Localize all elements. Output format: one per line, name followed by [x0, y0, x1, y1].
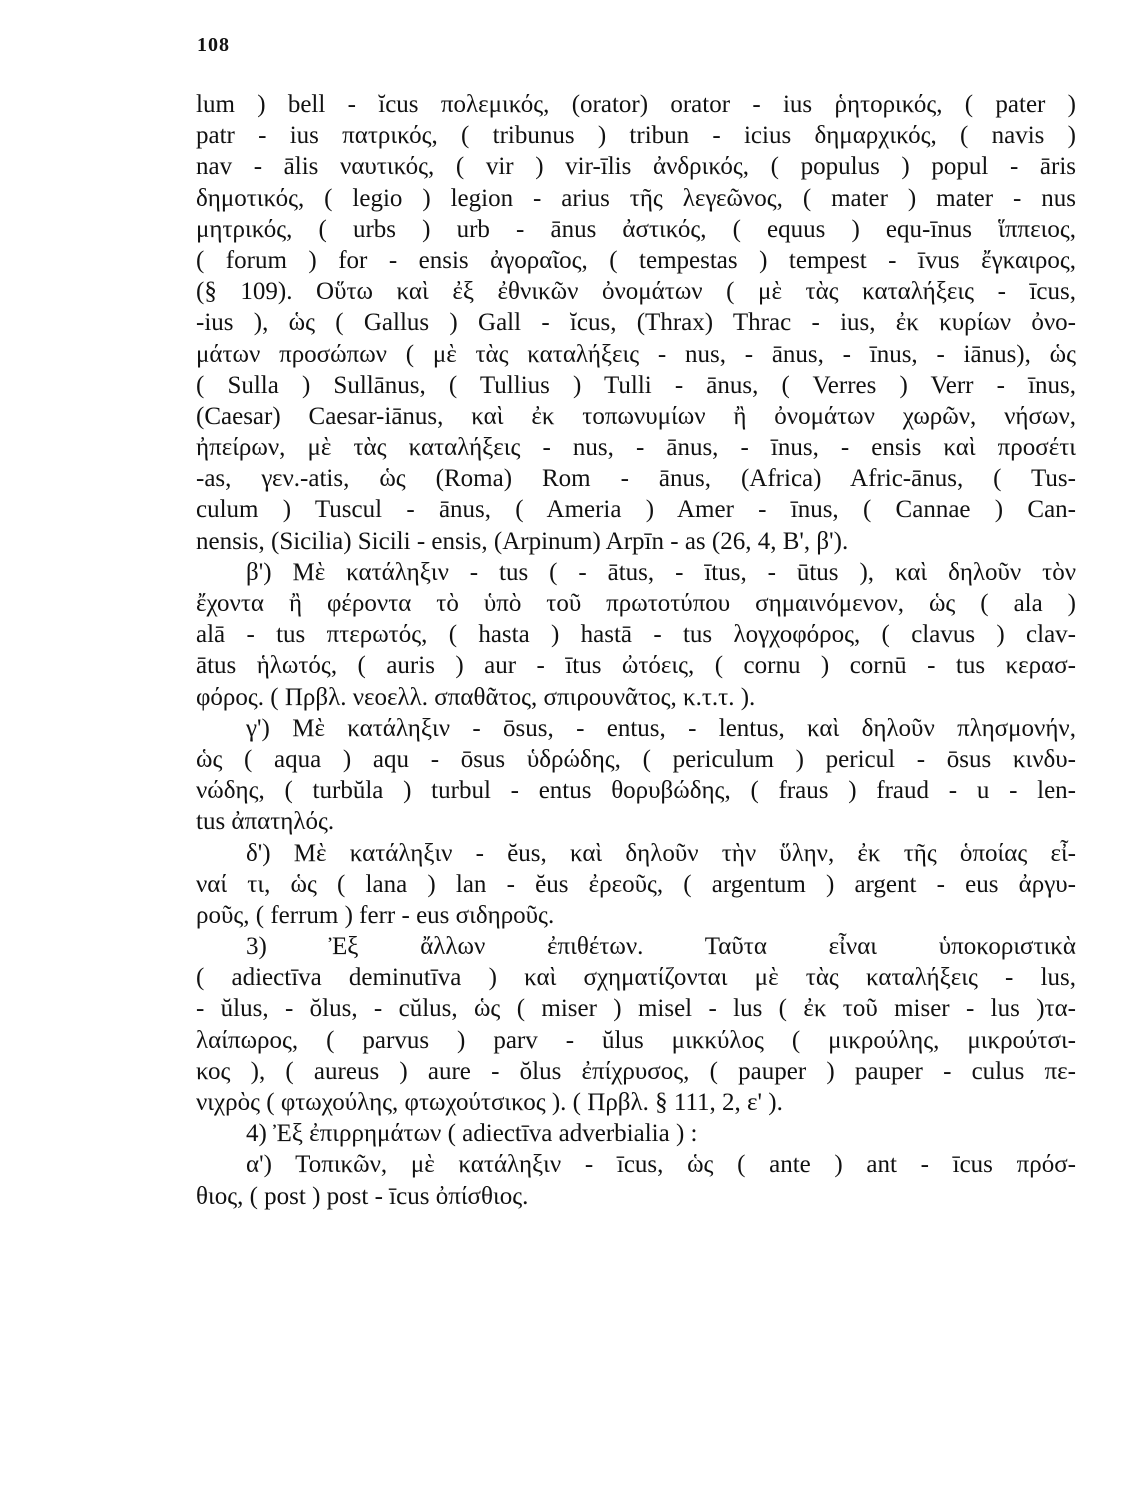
text-line: νώδης, ( turbŭla ) turbul - entus θορυβώδης, ( fraus ) fraud - u - len-	[196, 777, 1076, 805]
text-line: θιος, ( post ) post - īcus ὀπίσθιος.	[196, 1182, 529, 1210]
page-number: 108	[197, 34, 230, 56]
text-line: κος ), ( aureus ) aure - ŏlus ἐπίχρυσος, ( pauper ) pauper - culus πε-	[196, 1057, 1076, 1085]
text-line: 3) Ἐξ ἄλλων ἐπιθέτων. Ταῦτα εἶναι ὑποκοριστικὰ	[246, 933, 1076, 961]
text-line: alā - tus πτερωτός, ( hasta ) hastā - tus λογχοφόρος, ( clavus ) clav-	[196, 621, 1076, 649]
text-line: λαίπωρος, ( parvus ) parv - ŭlus μικκύλος ( μικρούλης, μικρούτσι-	[196, 1026, 1076, 1054]
text-line: (§ 109). Οὕτω καὶ ἐξ ἐθνικῶν ὀνομάτων ( μὲ τὰς καταλήξεις - īcus,	[196, 278, 1076, 306]
text-line: nav - ālis ναυτικός, ( vir ) vir-īlis ἀνδρικός, ( populus ) popul - āris	[196, 153, 1076, 181]
text-line: ἔχοντα ἢ φέροντα τὸ ὑπὸ τοῦ πρωτοτύπου σημαινόμενον, ὡς ( ala )	[196, 590, 1076, 617]
text-line: tus ἀπατηλός.	[196, 808, 335, 836]
text-line: - ŭlus, - ŏlus, - cŭlus, ὡς ( miser ) misel - lus ( ἐκ τοῦ miser - lus )τα-	[196, 995, 1076, 1023]
text-line: -ius ), ὡς ( Gallus ) Gall - ĭcus, (Thrax) Thrac - ius, ἐκ κυρίων ὀνο-	[196, 309, 1076, 337]
text-line: ροῦς, ( ferrum ) ferr - eus σιδηροῦς.	[196, 901, 555, 929]
text-line: ( adiectīva deminutīva ) καὶ σχηματίζονται μὲ τὰς καταλήξεις - lus,	[196, 964, 1076, 992]
text-line: lum ) bell - ĭcus πολεμικός, (orator) orator - ius ῥητορικός, ( pater )	[196, 91, 1076, 118]
text-line: νιχρὸς ( φτωχούλης, φτωχούτσικος ). ( Πρβλ. § 111, 2, ε' ).	[196, 1089, 783, 1116]
text-line: ( Sulla ) Sullānus, ( Tullius ) Tulli - ānus, ( Verres ) Verr - īnus,	[196, 371, 1076, 399]
text-line: γ') Μὲ κατάληξιν - ōsus, - entus, - lentus, καὶ δηλοῦν πλησμονήν,	[246, 714, 1076, 742]
body-text	[196, 89, 1076, 1212]
text-line: μητρικός, ( urbs ) urb - ānus ἀστικός, ( equus ) equ-īnus ἵππειος,	[196, 215, 1076, 243]
text-line: (Caesar) Caesar-iānus, καὶ ἐκ τοπωνυμίων ἢ ὀνομάτων χωρῶν, νήσων,	[196, 402, 1076, 430]
text-line: ἠπείρων, μὲ τὰς καταλήξεις - nus, - ānus, - īnus, - ensis καὶ προσέτι	[196, 434, 1076, 462]
text-line: ātus ἡλωτός, ( auris ) aur - ītus ὠτόεις, ( cornu ) cornū - tus κερασ-	[196, 652, 1076, 680]
text-line: δ') Μὲ κατάληξιν - ĕus, καὶ δηλοῦν τὴν ὕλην, ἐκ τῆς ὁποίας εἶ-	[246, 839, 1076, 867]
text-line: nensis, (Sicilia) Sicili - ensis, (Arpinum) Arpīn - as (26, 4, Β', β').	[196, 527, 849, 555]
text-line: ὡς ( aqua ) aqu - ōsus ὑδρώδης, ( periculum ) pericul - ōsus κινδυ-	[196, 745, 1076, 773]
text-line: ναί τι, ὡς ( lana ) lan - ĕus ἐρεοῦς, ( argentum ) argent - eus ἀργυ-	[196, 870, 1076, 898]
text-line: α') Τοπικῶν, μὲ κατάληξιν - īcus, ὡς ( ante ) ant - īcus πρόσ-	[246, 1151, 1076, 1179]
text-line: culum ) Tuscul - ānus, ( Ameria ) Amer - īnus, ( Cannae ) Can-	[196, 496, 1076, 524]
text-line: φόρος. ( Πρβλ. νεοελλ. σπαθᾶτος, σπιρουνᾶτος, κ.τ.τ. ).	[196, 683, 756, 711]
text-line: δημοτικός, ( legio ) legion - arius τῆς λεγεῶνος, ( mater ) mater - nus	[196, 184, 1076, 212]
text-line: μάτων προσώπων ( μὲ τὰς καταλήξεις - nus, - ānus, - īnus, - iānus), ὡς	[196, 340, 1076, 368]
text-line: ( forum ) for - ensis ἀγοραῖος, ( tempestas ) tempest - īvus ἔγκαιρος,	[196, 246, 1076, 274]
text-line: patr - ius πατρικός, ( tribunus ) tribun - icius δημαρχικός, ( navis )	[196, 122, 1076, 150]
text-line: 4) Ἐξ ἐπιρρημάτων ( adiectīva adverbialia ) :	[246, 1120, 698, 1148]
text-line: -as, γεν.-atis, ὡς (Roma) Rom - ānus, (Africa) Afric-ānus, ( Tus-	[196, 465, 1076, 493]
text-line: β') Μὲ κατάληξιν - tus ( - ātus, - ītus, - ūtus ), καὶ δηλοῦν τὸν	[246, 558, 1076, 586]
